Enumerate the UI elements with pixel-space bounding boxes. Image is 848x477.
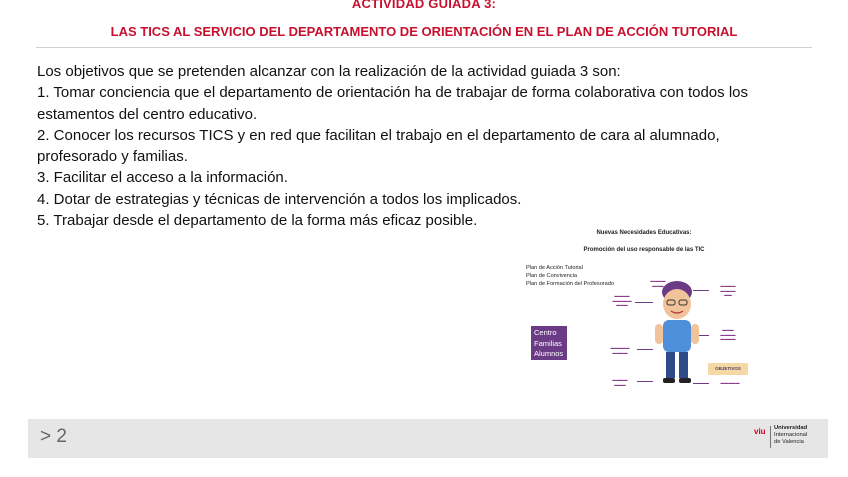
callout-note: ▬▬▬▬ ▬▬▬▬ ▬▬ bbox=[720, 284, 736, 298]
logo-divider bbox=[770, 426, 771, 448]
body-line: 3. Facilitar el acceso a la información. bbox=[37, 169, 288, 187]
box-line: Familias bbox=[534, 338, 562, 348]
box-line: Alumnos bbox=[534, 349, 564, 358]
footer-bar bbox=[28, 419, 828, 458]
page-number: > 2 bbox=[40, 426, 67, 447]
body-line: 4. Dotar de estrategias y técnicas de intervención a todos los implicados. bbox=[37, 190, 522, 208]
body-line: Los objetivos que se pretenden alcanzar con la realización de la actividad guiada 3 son: bbox=[37, 63, 621, 80]
objectives-text bbox=[37, 61, 817, 231]
callout-note: ▬▬▬▬ ▬▬▬ bbox=[612, 378, 628, 387]
infographic-plans bbox=[526, 264, 614, 288]
tic-infographic bbox=[525, 228, 763, 398]
plan-item: Plan de Convivencia bbox=[526, 273, 577, 279]
plan-item: Plan de Acción Tutorial bbox=[526, 265, 583, 271]
callout-note: ▬▬▬▬ ▬▬▬▬▬ ▬▬▬ bbox=[612, 294, 632, 308]
slide-title: ACTIVIDAD GUIADA 3: bbox=[351, 0, 497, 11]
objectives-badge: OBJETIVOS bbox=[708, 363, 748, 375]
callout-note: ▬▬▬▬▬ ▬▬▬▬ bbox=[610, 346, 630, 355]
callout-note: ▬▬▬ ▬▬▬▬ ▬▬▬▬ bbox=[720, 328, 736, 342]
plan-item: Plan de Formación del Profesorado bbox=[526, 281, 614, 287]
chevron-right-icon: > bbox=[40, 426, 52, 447]
body-line: 2. Conocer los recursos TICS y en red que facilitan el trabajo en el departamento de cara al alumnado, bbox=[37, 126, 720, 144]
student-illustration bbox=[647, 278, 707, 388]
university-logo-text: Universidad Internacional de Valencia bbox=[774, 425, 808, 445]
slide-subtitle: LAS TICS AL SERVICIO DEL DEPARTAMENTO DE ORIENTACIÓN EN EL PLAN DE ACCIÓN TUTORIAL bbox=[110, 24, 738, 39]
stakeholders-box bbox=[531, 326, 567, 360]
callout-note: ▬▬▬▬▬ bbox=[720, 381, 740, 385]
body-line: profesorado y familias. bbox=[37, 148, 188, 166]
callout-note: ▬▬▬▬ ▬▬▬ bbox=[650, 279, 666, 288]
box-line: Centro bbox=[534, 328, 557, 337]
body-line: estamentos del centro educativo. bbox=[37, 105, 258, 123]
body-line: 5. Trabajar desde el departamento de la forma más eficaz posible. bbox=[37, 212, 478, 230]
title-divider bbox=[36, 47, 812, 48]
infographic-subtitle: Promoción del uso responsable de las TIC bbox=[583, 247, 705, 253]
body-line: 1. Tomar conciencia que el departamento de orientación ha de trabajar de forma colaborativa con todos los bbox=[37, 84, 748, 102]
university-logo-mark: viu bbox=[754, 427, 766, 436]
infographic-title: Nuevas Necesidades Educativas: bbox=[596, 230, 692, 236]
